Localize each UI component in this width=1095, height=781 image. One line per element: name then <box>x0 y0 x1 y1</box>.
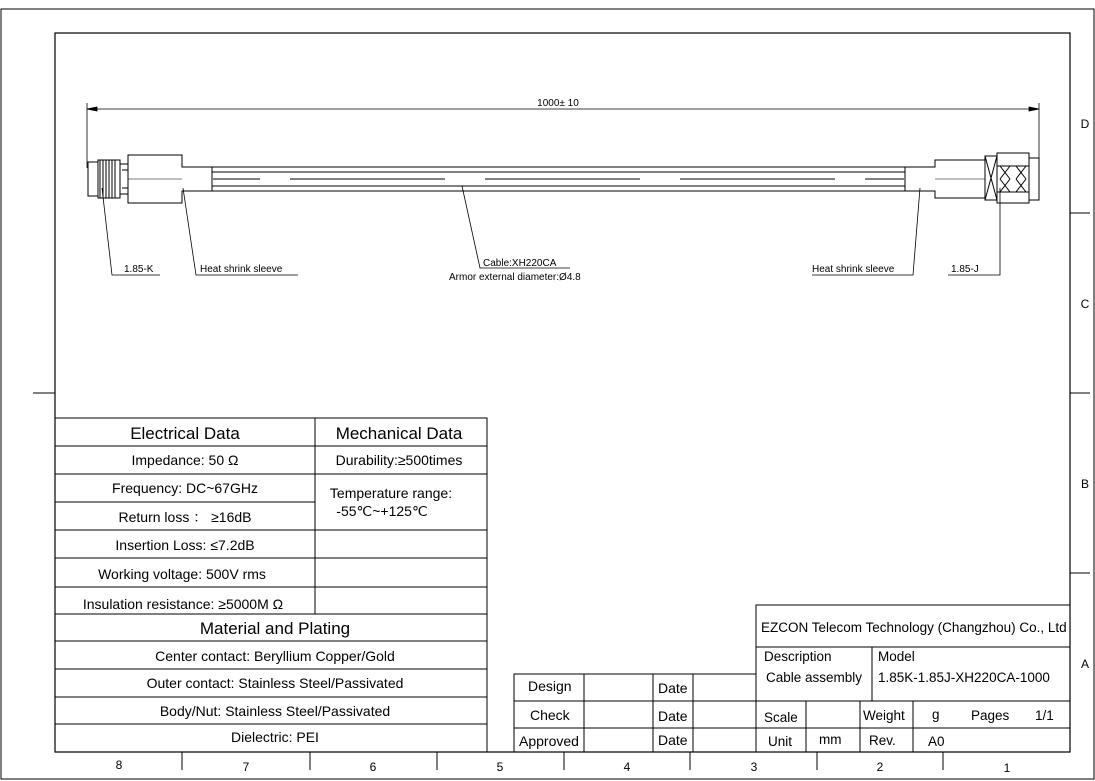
label-cable: Cable:XH220CA <box>483 258 557 269</box>
left-connector <box>88 160 128 198</box>
approval-date: Date <box>658 708 688 724</box>
model-label: Model <box>878 649 915 664</box>
zone-label-bottom: 1 <box>1003 761 1011 775</box>
zone-label-bottom: 8 <box>115 758 123 772</box>
label-left-sleeve: Heat shrink sleeve <box>200 264 283 275</box>
label-left-connector: 1.85-K <box>124 264 154 275</box>
electrical-insertion-loss: Insertion Loss: ≤7.2dB <box>115 537 255 553</box>
weight-value: g <box>932 707 940 722</box>
description-label: Description <box>764 649 832 664</box>
pages-value: 1/1 <box>1035 708 1054 723</box>
material-dielectric: Dielectric: PEI <box>231 729 319 745</box>
length-dimension-label: 1000± 10 <box>537 98 579 109</box>
unit-value: mm <box>819 732 842 747</box>
approval-date: Date <box>658 732 688 748</box>
label-right-sleeve: Heat shrink sleeve <box>812 264 895 275</box>
approval-check: Check <box>530 707 570 723</box>
rev-value: A0 <box>928 734 945 749</box>
zone-label-bottom: 3 <box>750 760 758 774</box>
zone-label-bottom: 4 <box>623 760 631 774</box>
material-body-nut: Body/Nut: Stainless Steel/Passivated <box>159 703 391 719</box>
material-outer-contact: Outer contact: Stainless Steel/Passivated <box>146 675 404 691</box>
description-value: Cable assembly <box>766 670 863 685</box>
label-right-connector: 1.85-J <box>951 264 979 275</box>
electrical-working-voltage: Working voltage: 500V rms <box>98 566 266 582</box>
zone-label-bottom: 5 <box>496 760 504 774</box>
right-connector <box>985 153 1039 203</box>
electrical-header: Electrical Data <box>130 424 240 443</box>
zone-label-right: D <box>1080 117 1090 131</box>
scale-label: Scale <box>764 710 798 725</box>
approval-design: Design <box>528 678 572 694</box>
mechanical-durability: Durability:≥500times <box>335 452 463 468</box>
label-armor-diameter: Armor external diameter:Ø4.8 <box>449 272 581 283</box>
zone-label-right: C <box>1080 297 1090 311</box>
pages-label: Pages <box>971 708 1010 723</box>
electrical-impedance: Impedance: 50 Ω <box>131 452 239 468</box>
mechanical-temperature-value: -55℃~+125℃ <box>336 503 428 519</box>
length-dimension <box>87 103 1039 168</box>
zone-label-bottom: 7 <box>242 760 250 774</box>
electrical-insulation-resistance: Insulation resistance: ≥5000M Ω <box>82 596 284 612</box>
approval-date: Date <box>658 680 688 696</box>
bottom-zone-dividers <box>182 752 943 770</box>
zone-label-bottom: 6 <box>369 760 377 774</box>
mechanical-header: Mechanical Data <box>335 424 463 443</box>
inner-frame <box>55 33 1070 752</box>
electrical-return-loss: Return loss ： ≥16dB <box>118 509 252 525</box>
zone-label-right: A <box>1080 657 1090 671</box>
rev-label: Rev. <box>869 733 896 748</box>
weight-label: Weight <box>863 708 905 723</box>
data-table-grid <box>55 418 487 752</box>
electrical-frequency: Frequency: DC~67GHz <box>112 480 258 496</box>
material-header: Material and Plating <box>199 619 351 638</box>
mechanical-temperature-label: Temperature range: <box>329 485 453 501</box>
zone-label-bottom: 2 <box>876 760 884 774</box>
material-center-contact: Center contact: Beryllium Copper/Gold <box>155 648 395 664</box>
unit-label: Unit <box>768 734 793 749</box>
model-value: 1.85K-1.85J-XH220CA-1000 <box>878 670 1050 685</box>
approval-approved: Approved <box>519 733 579 749</box>
company-name: EZCON Telecom Technology (Changzhou) Co., Ltd <box>761 620 1067 635</box>
zone-label-right: B <box>1080 477 1090 491</box>
